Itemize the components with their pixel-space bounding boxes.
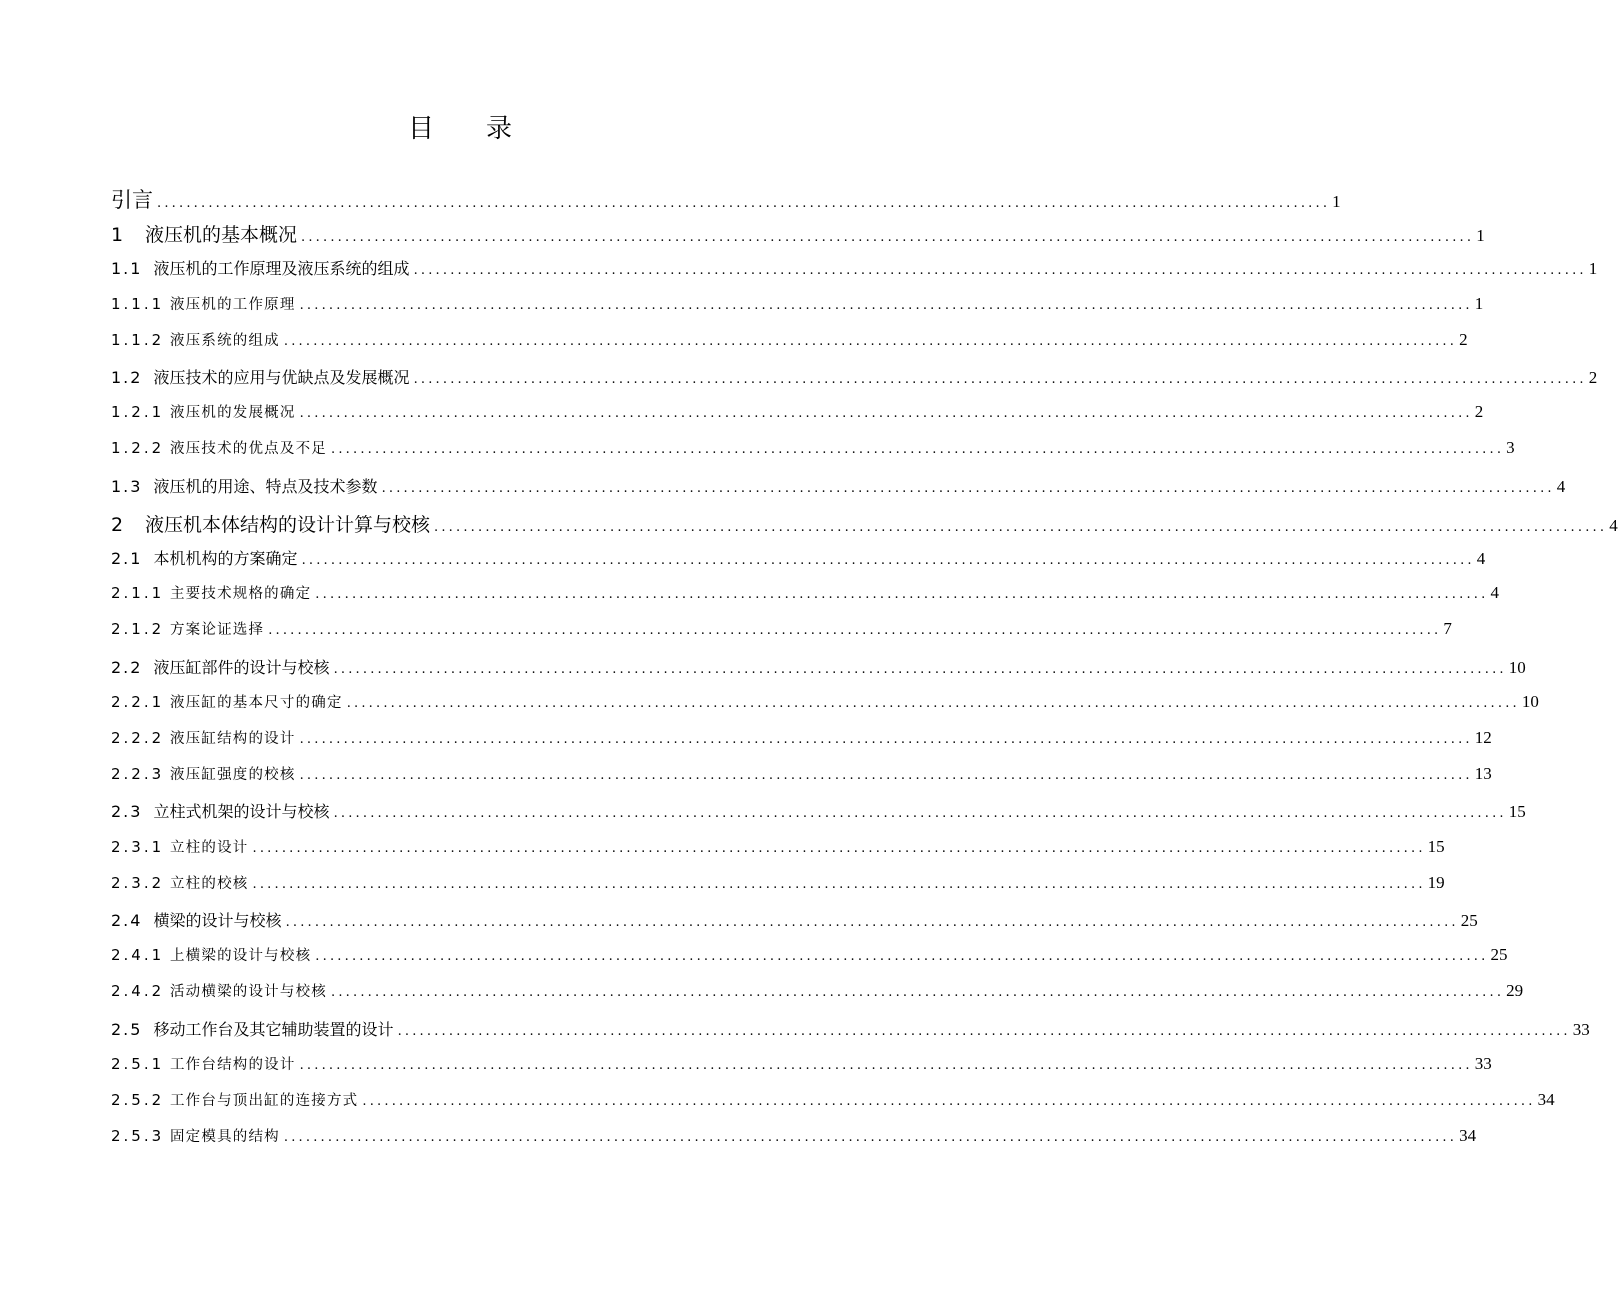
toc-entry-label [111,763,296,784]
toc-entry-number: 2 [111,513,124,536]
toc-entry-number: 2.4.1 [111,946,165,965]
toc-page-number: 13 [1474,764,1492,784]
toc-entry[interactable] [111,872,1445,893]
toc-entry-number: 1 [111,224,124,247]
toc-entry-label [111,618,264,639]
toc-entry[interactable] [111,546,1486,569]
toc-page-number: 1 [1332,192,1341,211]
toc-page-number: 10 [1508,657,1526,677]
toc-entry-label [111,256,410,279]
toc-entry[interactable] [111,944,1508,965]
dot-leader: ................................................................................................................................................................ [315,949,1489,965]
toc-entry[interactable] [111,474,1566,497]
toc-page-number: 34 [1537,1090,1555,1109]
toc-entry-text: 液压缸强度的校核 [169,767,296,784]
toc-entry-text: 立柱的校核 [169,875,249,892]
dot-leader: ................................................................................................................................................................ [268,623,1442,639]
toc-entry-text: 液压机的用途、特点及技术参数 [153,476,378,496]
toc-page-number: 2 [1459,329,1468,349]
dot-leader: ................................................................................................................................................................ [252,876,1426,892]
toc-entry[interactable] [111,293,1484,314]
toc-entry-label [111,1089,358,1110]
toc-entry[interactable] [111,799,1526,822]
dot-leader: ................................................................................................................................................................ [299,297,1473,313]
toc-entry[interactable] [111,1089,1555,1110]
toc-entry-number: 2.1.2 [111,620,165,639]
dot-leader: ................................................................................................................................................................ [299,768,1473,784]
toc-entry-text: 移动工作台及其它辅助装置的设计 [153,1019,394,1039]
toc-entry-label [111,908,282,931]
dot-leader: ................................................................................................................................................................ [299,1057,1473,1073]
toc-page-number: 15 [1427,836,1445,856]
toc-entry-label [111,220,297,247]
dot-leader: ................................................................................................................................................................ [157,196,1331,211]
toc-entry-label [111,293,296,314]
toc-entry[interactable] [111,1017,1590,1040]
toc-entry-number: 2.2 [111,657,143,677]
toc-page-number: 4 [1490,583,1499,603]
toc-entry[interactable] [111,401,1484,422]
toc-entry-text: 液压缸的基本尺寸的确定 [169,694,343,711]
toc-entry-number: 1.1.1 [111,294,165,313]
toc-entry[interactable] [111,691,1539,712]
toc-entry-label [111,980,327,1001]
toc-entry-label [111,1053,296,1074]
toc-entry-text: 主要技术规格的确定 [169,586,312,603]
toc-entry-text: 工作台与顶出缸的连接方式 [169,1093,359,1109]
dot-leader: ................................................................................................................................................................ [299,732,1473,747]
toc-entry-text: 立柱的设计 [169,839,249,856]
toc-page-number: 4 [1556,476,1566,496]
toc-entry-text: 工作台结构的设计 [169,1056,296,1073]
toc-entry-text: 液压技术的应用与优缺点及发展概况 [153,368,410,387]
toc-entry-text: 液压缸结构的设计 [169,731,296,747]
toc-entry[interactable] [111,329,1468,350]
toc-entry-text: 本机机构的方案确定 [153,549,298,568]
toc-entry-number: 2.2.2 [111,729,165,747]
toc-entry[interactable] [111,1125,1477,1146]
toc-entry[interactable] [111,365,1598,388]
toc-entry-label [111,365,410,388]
dot-leader: ................................................................................................................................................................ [333,806,1507,822]
toc-entry[interactable] [111,582,1499,603]
toc-entry[interactable] [111,908,1478,931]
dot-leader: ................................................................................................................................................................ [330,442,1505,458]
toc-entry[interactable] [111,437,1515,458]
toc-entry-text: 液压机的工作原理及液压系统的组成 [153,259,410,279]
toc-page-number: 1 [1476,226,1485,246]
dot-leader: ................................................................................................................................................................ [283,333,1458,349]
toc-entry-number: 2.4 [111,911,143,930]
dot-leader: ................................................................................................................................................................ [381,480,1555,496]
title-char-2: 录 [486,114,513,144]
toc-page-number: 4 [1609,515,1618,535]
toc-entry-number: 1.1.2 [111,330,165,349]
toc-entry-text: 方案论证选择 [169,622,265,639]
toc-entry-text: 液压机的工作原理 [169,296,296,313]
toc-entry-label [111,836,248,857]
toc-entry[interactable] [111,1053,1492,1074]
dot-leader: ................................................................................................................................................................ [346,695,1520,711]
toc-page-number: 4 [1476,549,1486,568]
toc-entry-label [111,691,343,712]
toc-entry-label [111,944,311,965]
dot-leader: ................................................................................................................................................................ [315,587,1489,603]
page-title [0,108,920,145]
toc-entry[interactable] [111,618,1452,639]
toc-entry-number: 2.1.1 [111,584,165,603]
toc-entry-label [111,1125,280,1146]
toc-entry-label [111,329,280,350]
toc-entry-label [111,184,153,214]
toc-entry-label [111,727,296,748]
toc-entry-text: 液压机本体结构的设计计算与校核 [145,513,431,536]
toc-entry-number: 2.2.1 [111,692,165,711]
toc-entry[interactable] [111,510,1618,537]
toc-entry[interactable] [111,220,1485,247]
toc-entry-number: 1.1 [111,259,143,279]
toc-entry-text: 固定模具的结构 [169,1129,280,1146]
toc-page-number: 1 [1588,259,1598,279]
toc-entry-number: 2.2.3 [111,765,165,784]
toc-page-number: 7 [1443,619,1452,639]
toc-page-number: 25 [1460,911,1478,930]
toc-entry-number: 2.3.1 [111,837,165,856]
toc-entry-number: 2.5.1 [111,1054,165,1073]
toc-entry-text: 液压系统的组成 [169,332,280,349]
toc-entry-label [111,1017,394,1040]
toc-entry[interactable] [111,980,1524,1001]
dot-leader: ................................................................................................................................................................ [301,230,1475,246]
toc-page-number: 2 [1474,402,1484,422]
toc-entry-number: 2.3 [111,802,143,822]
toc-entry-text: 液压技术的优点及不足 [169,441,327,458]
dot-leader: ................................................................................................................................................................ [397,1023,1571,1039]
toc-entry-number: 2.3.2 [111,873,165,892]
toc-entry-text: 引言 [111,188,153,212]
dot-leader: ................................................................................................................................................................ [330,985,1505,1001]
toc-page-number: 33 [1474,1053,1492,1073]
toc-page-number: 15 [1508,802,1526,822]
dot-leader: ................................................................................................................................................................ [413,372,1587,387]
toc-page-number: 19 [1427,872,1445,892]
toc-page-number: 1 [1474,293,1484,313]
toc-entry-label [111,872,248,893]
toc-entry-number: 1.2.2 [111,439,165,458]
toc-entry-number: 2.5.3 [111,1127,165,1146]
dot-leader: ................................................................................................................................................................ [413,263,1587,279]
toc-page-number: 33 [1572,1019,1590,1039]
toc-entry[interactable] [111,763,1492,784]
toc-entry-label [111,799,330,822]
toc-entry-number: 1.3 [111,476,143,496]
toc-entry-number: 1.2.1 [111,403,165,422]
dot-leader: ................................................................................................................................................................ [362,1094,1536,1109]
toc-entry[interactable] [111,184,1341,214]
toc-page-number: 3 [1506,438,1515,458]
toc-entry-label [111,582,311,603]
toc-entry-number: 1.2 [111,368,143,387]
toc-entry[interactable] [111,836,1445,857]
dot-leader: ................................................................................................................................................................ [252,840,1426,856]
toc-entry-text: 液压机的发展概况 [169,405,296,422]
toc-page-number: 2 [1588,368,1598,387]
dot-leader: ................................................................................................................................................................ [285,915,1459,930]
dot-leader: ................................................................................................................................................................ [333,661,1507,677]
toc-entry-number: 2.5.2 [111,1091,165,1109]
toc-page-number: 29 [1506,981,1524,1001]
dot-leader: ................................................................................................................................................................ [434,519,1608,535]
toc-entry-label [111,437,327,458]
toc-entry-label [111,546,298,569]
toc-entry-label [111,474,378,497]
toc-entry-text: 液压机的基本概况 [145,224,298,247]
toc-page-number: 25 [1490,945,1508,965]
toc-entry-text: 液压缸部件的设计与校核 [153,657,330,677]
dot-leader: ................................................................................................................................................................ [299,406,1473,422]
dot-leader: ................................................................................................................................................................ [283,1130,1458,1146]
toc-entry-label [111,510,430,537]
toc-page-number: 12 [1474,728,1492,747]
toc-entry[interactable] [111,256,1598,279]
toc-entry-number: 2.1 [111,549,143,568]
dot-leader: ................................................................................................................................................................ [301,553,1475,568]
toc-entry-label [111,401,296,422]
toc-entry-number: 2.4.2 [111,982,165,1001]
toc-entry-text: 活动横梁的设计与校核 [169,984,327,1001]
toc-entry[interactable] [111,655,1526,678]
toc-entry-text: 上横梁的设计与校核 [169,948,312,965]
title-char-1: 目 [407,114,434,144]
toc-entry[interactable] [111,727,1492,748]
toc-entry-number: 2.5 [111,1019,143,1039]
toc-entry-text: 立柱式机架的设计与校核 [153,802,330,822]
toc-page-number: 10 [1521,691,1539,711]
toc-page-number: 34 [1459,1126,1477,1146]
toc-entry-label [111,655,330,678]
toc-entry-text: 横梁的设计与校核 [153,911,282,930]
